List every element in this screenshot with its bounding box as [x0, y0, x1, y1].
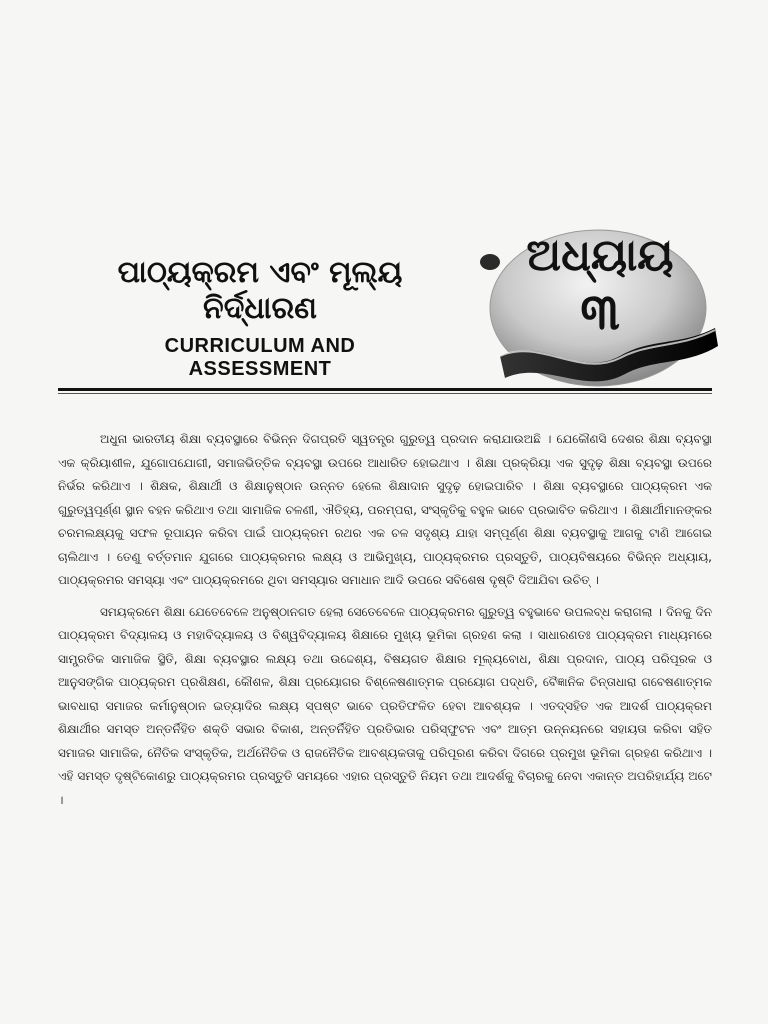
chapter-title-odia-line1: ପାଠ୍ୟକ୍ରମ ଏବଂ ମୂଲ୍ୟ [117, 255, 403, 290]
chapter-title-english-line2: ASSESSMENT [188, 358, 332, 380]
header-divider-thin [58, 393, 712, 394]
chapter-title-english-line1: CURRICULUM AND [164, 335, 356, 357]
chapter-body [58, 428, 712, 820]
badge-small-dot [480, 254, 500, 270]
body-paragraph-1: ଅଧୁନା ଭାରତୀୟ ଶିକ୍ଷା ବ୍ୟବସ୍ଥାରେ ବିଭିନ୍ନ ଦିଗପ୍ରତି ସ୍ୱତନ୍ତ୍ର ଗୁରୁତ୍ୱ ପ୍ରଦାନ କରାଯାଉଅଛି । ଯେକୌଣସି ଦେଶର ଶିକ୍ଷା ବ୍ୟବସ୍ଥା ଏକ କ୍ରିୟାଶୀଳ, ଯୁଗୋପଯୋଗୀ, ସମାଜଭିତ୍ତିକ ବ୍ୟବସ୍ଥା ଉପରେ ଆଧାରିତ ହୋଇଥାଏ । ଶିକ୍ଷା ପ୍ରକ୍ରିୟା ଏକ ସୁଦୃଢ଼ ଶିକ୍ଷା ବ୍ୟବସ୍ଥା ଉପରେ ନିର୍ଭର କରିଥାଏ । ଶିକ୍ଷକ, ଶିକ୍ଷାର୍ଥୀ ଓ ଶିକ୍ଷାନୁଷ୍ଠାନ ଉନ୍ନତ ହେଲେ ଶିକ୍ଷାଦାନ ସୁଦୃଢ଼ ହୋଇପାରିବ । ଶିକ୍ଷା ବ୍ୟବସ୍ଥାରେ ପାଠ୍ୟକ୍ରମ ଏକ ଗୁରୁତ୍ୱପୂର୍ଣ୍ଣ ସ୍ଥାନ ବହନ କରିଥାଏ ତଥା ସାମାଜିକ ଚଳଣୀ, ଐତିହ୍ୟ, ପରମ୍ପରା, ସଂସ୍କୃତିକୁ ବହୁଳ ଭାବେ ପ୍ରଭାବିତ କରିଥାଏ । ଶିକ୍ଷାର୍ଥୀମାନଙ୍କର ଚରମଲକ୍ଷ୍ୟକୁ ସଫଳ ରୂପାୟନ କରିବା ପାଇଁ ପାଠ୍ୟକ୍ରମ ରଥର ଏକ ଚଳ ସଦୃଶ୍ୟ ଯାହା ସମ୍ପୂର୍ଣ୍ଣ ଶିକ୍ଷା ବ୍ୟବସ୍ଥାକୁ ଆଗକୁ ଟାଣି ଆଗେଇ ଚାଲିଥାଏ । ତେଣୁ ବର୍ତ୍ତମାନ ଯୁଗରେ ପାଠ୍ୟକ୍ରମର ଲକ୍ଷ୍ୟ ଓ ଆଭିମୁଖ୍ୟ, ପାଠ୍ୟକ୍ରମର ପ୍ରସ୍ତୁତି, ପାଠ୍ୟବିଷୟରେ ବିଭିନ୍ନ ଅଧ୍ୟାୟ, ପାଠ୍ୟକ୍ରମର ସମସ୍ୟା ଏବଂ ପାଠ୍ୟକ୍ରମରେ ଥିବା ସମସ୍ୟାର ସମାଧାନ ଆଦି ଉପରେ ସବିଶେଷ ଦୃଷ୍ଟି ଦିଆଯିବା ଉଚିତ୍ । [58, 432, 712, 587]
body-paragraph-2: ସମୟକ୍ରମେ ଶିକ୍ଷା ଯେତେବେଳେ ଅନୁଷ୍ଠାନଗତ ହେଲା ସେତେବେଳେ ପାଠ୍ୟକ୍ରମର ଗୁରୁତ୍ୱ ବହୁଭାବେ ଉପଲବ୍ଧ କରାଗଲା । ଦିନକୁ ଦିନ ପାଠ୍ୟକ୍ରମ ବିଦ୍ୟାଳୟ ଓ ମହାବିଦ୍ୟାଳୟ ଓ ବିଶ୍ୱବିଦ୍ୟାଳୟ ଶିକ୍ଷାରେ ମୁଖ୍ୟ ଭୂମିକା ଗ୍ରହଣ କଲା । ସାଧାରଣତଃ ପାଠ୍ୟକ୍ରମ ମାଧ୍ୟମରେ ସାମ୍ପ୍ରତିକ ସାମାଜିକ ସ୍ଥିତି, ଶିକ୍ଷା ବ୍ୟବସ୍ଥାର ଲକ୍ଷ୍ୟ ତଥା ଉଦ୍ଦେଶ୍ୟ, ବିଷୟଗତ ଶିକ୍ଷାର ମୂଲ୍ୟବୋଧ, ଶିକ୍ଷା ପ୍ରଦାନ, ପାଠ୍ୟ ପରିପୂରକ ଓ ଆନୁସଙ୍ଗିକ ପାଠ୍ୟକ୍ରମ ପ୍ରଶିକ୍ଷଣ, କୌଶଳ, ଶିକ୍ଷା ପ୍ରୟୋଗର ବିଶ୍ଳେଷଣାତ୍ମକ ପ୍ରୟୋଗ ପଦ୍ଧତି, ବୈଜ୍ଞାନିକ ଚିନ୍ତାଧାରା ଗବେଷଣାତ୍ମକ ଭାବଧାରା ସମାଜର କର୍ମାନୁଷ୍ଠାନ ଇତ୍ୟାଦିର ଲକ୍ଷ୍ୟ ସ୍ପଷ୍ଟ ଭାବେ ପ୍ରତିଫଳିତ ହେବା ଆବଶ୍ୟକ । ଏତଦ୍‌ସହିତ ଏକ ଆଦର୍ଶ ପାଠ୍ୟକ୍ରମ ଶିକ୍ଷାର୍ଥୀର ସମସ୍ତ ଅନ୍ତର୍ନିହିତ ଶକ୍ତି ସଭାର ବିକାଶ, ଅନ୍ତର୍ନିହିତ ପ୍ରତିଭାର ପରିସ୍ଫୁଟନ ଏବଂ ଆତ୍ମ ଉନ୍ନୟନରେ ସହାୟତା କରିବା ସହିତ ସମାଜର ସାମାଜିକ, ନୈତିକ ସଂସ୍କୃତିକ, ଅର୍ଥନୈତିକ ଓ ରାଜନୈତିକ ଆବଶ୍ୟକତାକୁ ପରିପୂରଣ କରିବା ଦିଗରେ ପ୍ରମୁଖ ଭୂମିକା ଗ୍ରହଣ କରିଥାଏ । ଏହି ସମସ୍ତ ଦୃଷ୍ଟିକୋଣରୁ ପାଠ୍ୟକ୍ରମର ପ୍ରସ୍ତୁତି ସମୟରେ ଏହାର ପ୍ରସ୍ତୁତି ନିୟମ ତଥା ଆଦର୍ଶକୁ ବିଚାରକୁ ନେବା ଏକାନ୍ତ ଅପରିହାର୍ଯ୍ୟ ଅଟେ । [58, 604, 712, 807]
chapter-badge-number: ୩ [580, 283, 620, 341]
header-divider-thick [58, 388, 712, 391]
chapter-title-odia-line2: ନିର୍ଦ୍ଧାରଣ [203, 291, 317, 326]
chapter-badge-label: ଅଧ୍ୟାୟ [526, 230, 674, 281]
chapter-title-block [70, 255, 450, 381]
